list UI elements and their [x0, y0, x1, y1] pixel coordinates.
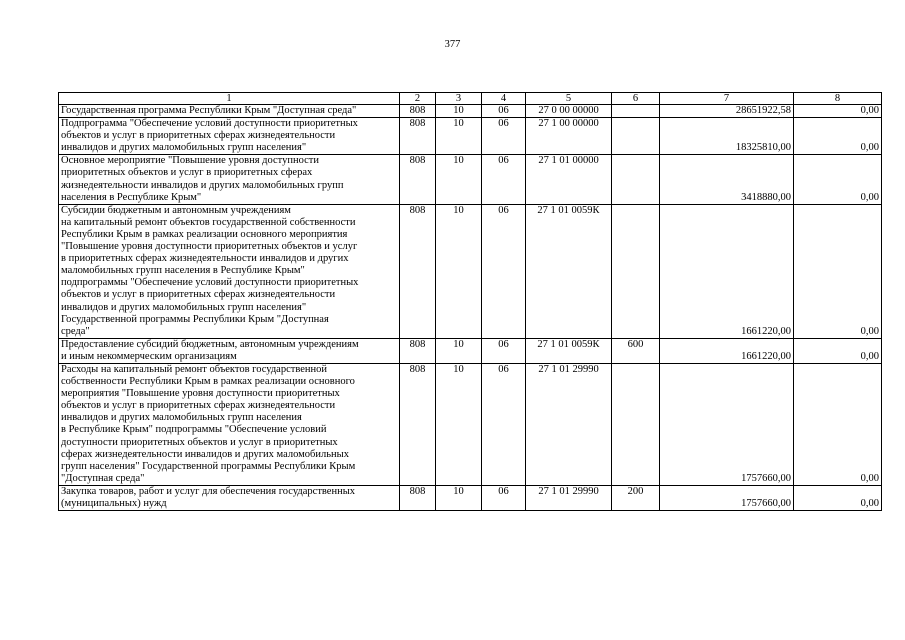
- row-code-5: 27 1 01 29990: [526, 485, 612, 510]
- row-amount-7: 3418880,00: [660, 155, 794, 204]
- row-code-6: 200: [612, 485, 660, 510]
- row-code-5: 27 0 00 00000: [526, 105, 612, 118]
- row-code-2: 808: [400, 363, 436, 485]
- row-code-4: 06: [482, 338, 526, 363]
- row-code-2: 808: [400, 118, 436, 155]
- row-code-3: 10: [436, 485, 482, 510]
- header-row: [59, 93, 882, 105]
- column-header: 2: [400, 93, 436, 105]
- row-code-4: 06: [482, 105, 526, 118]
- row-code-6: [612, 204, 660, 338]
- table-row: [59, 485, 882, 510]
- row-name: Подпрограмма "Обеспечение условий доступности приоритетных объектов и услуг в приоритетных сферах жизнедеятельности инвалидов и других маломобильных групп населения": [59, 118, 400, 155]
- table-row: [59, 338, 882, 363]
- row-name: Предоставление субсидий бюджетным, автономным учреждениям и иным некоммерческим организациям: [59, 338, 400, 363]
- row-code-5: 27 1 01 00000: [526, 155, 612, 204]
- row-code-4: 06: [482, 118, 526, 155]
- row-amount-8: 0,00: [794, 155, 882, 204]
- row-amount-7: 1757660,00: [660, 485, 794, 510]
- row-code-5: 27 1 00 00000: [526, 118, 612, 155]
- row-code-4: 06: [482, 204, 526, 338]
- row-code-2: 808: [400, 105, 436, 118]
- column-header: 8: [794, 93, 882, 105]
- row-code-5: 27 1 01 0059К: [526, 338, 612, 363]
- row-amount-8: 0,00: [794, 118, 882, 155]
- row-code-3: 10: [436, 204, 482, 338]
- row-amount-8: 0,00: [794, 338, 882, 363]
- row-code-5: 27 1 01 29990: [526, 363, 612, 485]
- row-code-3: 10: [436, 155, 482, 204]
- row-code-2: 808: [400, 485, 436, 510]
- column-header: 5: [526, 93, 612, 105]
- table-row: [59, 118, 882, 155]
- row-amount-7: 28651922,58: [660, 105, 794, 118]
- row-code-3: 10: [436, 105, 482, 118]
- row-code-4: 06: [482, 363, 526, 485]
- column-header: 1: [59, 93, 400, 105]
- row-code-6: [612, 363, 660, 485]
- table-row: [59, 155, 882, 204]
- row-name: Основное мероприятие "Повышение уровня доступности приоритетных объектов и услуг в приоритетных сферах жизнедеятельности инвалидов и других маломобильных групп населения в Республике Крым": [59, 155, 400, 204]
- table-row: [59, 363, 882, 485]
- row-amount-7: 1661220,00: [660, 204, 794, 338]
- row-amount-8: 0,00: [794, 204, 882, 338]
- row-code-3: 10: [436, 118, 482, 155]
- row-code-6: [612, 105, 660, 118]
- column-header: 6: [612, 93, 660, 105]
- row-name: Закупка товаров, работ и услуг для обеспечения государственных (муниципальных) нужд: [59, 485, 400, 510]
- row-code-3: 10: [436, 363, 482, 485]
- row-amount-7: 1661220,00: [660, 338, 794, 363]
- budget-table: [58, 92, 882, 511]
- row-code-2: 808: [400, 338, 436, 363]
- row-name: Расходы на капитальный ремонт объектов государственной собственности Республики Крым в рамках реализации основного мероприятия "Повышение уровня доступности приоритетных объектов и услуг в приоритетных сферах жизнедеятельности инвалидов и других маломобильных групп населения в Республике Крым" подпрограммы "Обеспечение условий доступности приоритетных объектов и услуг в приоритетных сферах жизнедеятельности инвалидов и других маломобильных групп населения" Государственной программы Республики Крым "Доступная среда": [59, 363, 400, 485]
- column-header: 7: [660, 93, 794, 105]
- row-code-6: [612, 155, 660, 204]
- row-amount-7: 18325810,00: [660, 118, 794, 155]
- row-amount-8: 0,00: [794, 363, 882, 485]
- row-name: Государственная программа Республики Крым "Доступная среда": [59, 105, 400, 118]
- row-code-2: 808: [400, 204, 436, 338]
- row-code-3: 10: [436, 338, 482, 363]
- row-code-4: 06: [482, 485, 526, 510]
- row-amount-8: 0,00: [794, 105, 882, 118]
- page-number: 377: [444, 39, 461, 50]
- column-header: 3: [436, 93, 482, 105]
- row-code-2: 808: [400, 155, 436, 204]
- column-header: 4: [482, 93, 526, 105]
- row-code-6: [612, 118, 660, 155]
- row-name: Субсидии бюджетным и автономным учреждениям на капитальный ремонт объектов государственной собственности Республики Крым в рамках реализации основного мероприятия "Повышение уровня доступности приоритетных объектов и услуг в приоритетных сферах жизнедеятельности инвалидов и других маломобильных групп населения в Республике Крым" подпрограммы "Обеспечение условий доступности приоритетных объектов и услуг в приоритетных сферах жизнедеятельности инвалидов и других маломобильных групп населения" Государственной программы Республики Крым "Доступная среда": [59, 204, 400, 338]
- row-amount-7: 1757660,00: [660, 363, 794, 485]
- row-amount-8: 0,00: [794, 485, 882, 510]
- table-row: [59, 204, 882, 338]
- table-row: [59, 105, 882, 118]
- row-code-6: 600: [612, 338, 660, 363]
- row-code-5: 27 1 01 0059К: [526, 204, 612, 338]
- row-code-4: 06: [482, 155, 526, 204]
